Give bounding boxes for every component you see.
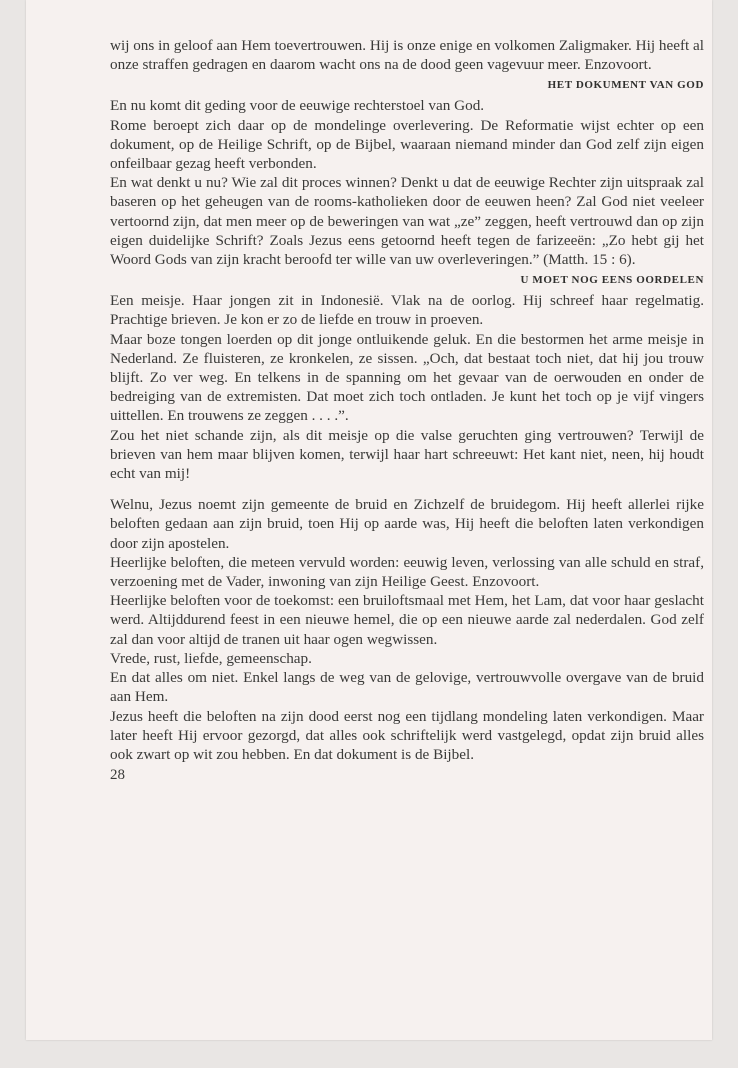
page-text [110,36,704,785]
paragraph-break [110,483,704,495]
paragraph: Heerlijke beloften voor de toekomst: een bruiloftsmaal met Hem, het Lam, dat voor haar geslacht werd. Altijddurend feest in een nieuwe hemel, die op een nieuwe aarde zal nederdalen. God zelf zal dan voor altijd de tranen uit haar ogen wegwissen. [110,592,704,648]
paragraph: En nu komt dit geding voor de eeuwige rechterstoel van God. [110,97,485,115]
paragraph: Zou het niet schande zijn, als dit meisje op die valse geruchten ging vertrouwen? Terwijl de brieven van hem maar blijven komen, terwijl haar hart schreeuwt: Het kant niet, neen, hij houdt echt van mij! [110,426,704,483]
paragraph: Maar boze tongen loerden op dit jonge ontluikende geluk. En die bestormen het arme meisje in Nederland. Ze fluisteren, ze kronkelen, ze sissen. „Och, dat bestaat toch niet, dat hij jou trouw blijft. Zo ver weg. En telkens in de spanning om het gevaar van de oerwouden en onder de bedreiging van de extremisten. Dat moet zich toch ontladen. Je kunt het toch op je vijf vingers uittellen. En trouwens ze zeggen . . . .”. [110,330,704,425]
section-heading-oordelen: U MOET NOG EENS OORDELEN [520,274,704,287]
paragraph: Een meisje. Haar jongen zit in Indonesië. Vlak na de oorlog. Hij schreef haar regelmatig. Prachtige brieven. Je kon er zo de liefde en trouw in proeven. [110,292,704,329]
section-heading-dokument: HET DOKUMENT VAN GOD [547,79,704,92]
paragraph: Rome beroept zich daar op de mondelinge overlevering. De Reformatie wijst echter op een dokument, op de Heilige Schrift, op de Bijbel, waaraan niemand minder dan God zelf zijn eigen onfeilbaar gezag heeft verbonden. [110,116,704,173]
page-number: 28 [110,767,125,784]
paragraph: En wat denkt u nu? Wie zal dit proces winnen? Denkt u dat de eeuwige Rechter zijn uitspraak zal baseren op het geheugen van de rooms-katholieken door de eeuwen heen? Zal God niet veeleer vertoornd zijn, dat men meer op de beweringen van wat „ze” zeggen, heeft vertrouwd dan op zijn eigen duidelijke Schrift? Zoals Jezus eens getoornd heeft tegen de farizeeën: „Zo hebt gij het Woord Gods van zijn kracht beroofd ter wille van uw overleveringen.” (Matth. 15 : 6). [110,174,704,269]
paragraph: Heerlijke beloften, die meteen vervuld worden: eeuwig leven, verlossing van alle schuld en straf, verzoening met de Vader, inwoning van zijn Heilige Geest. Enzovoort. [110,553,704,591]
book-page [26,0,712,1040]
paragraph: En dat alles om niet. Enkel langs de weg van de gelovige, vertrouwvolle overgave van de bruid aan Hem. [110,669,704,706]
intro-paragraph: wij ons in geloof aan Hem toevertrouwen. Hij is onze enige en volkomen Zaligmaker. Hij heeft al onze straffen gedragen en daarom wacht ons na de dood geen vagevuur meer. Enzovoort. [110,37,704,74]
paragraph: Jezus heeft die beloften na zijn dood eerst nog een tijdlang mondeling laten verkondigen. Maar later heeft Hij ervoor gezorgd, dat alles ook schriftelijk werd vastgelegd, opdat zijn bruid alles ook zwart op wit zou hebben. En dat dokument is de Bijbel. [110,707,704,763]
paragraph: Vrede, rust, liefde, gemeenschap. [110,649,312,667]
paragraph: Welnu, Jezus noemt zijn gemeente de bruid en Zichzelf de bruidegom. Hij heeft allerlei rijke beloften gedaan aan zijn bruid, toen Hij op aarde was, Hij heeft die beloften laten verkondigen door zijn apostelen. [110,496,704,552]
